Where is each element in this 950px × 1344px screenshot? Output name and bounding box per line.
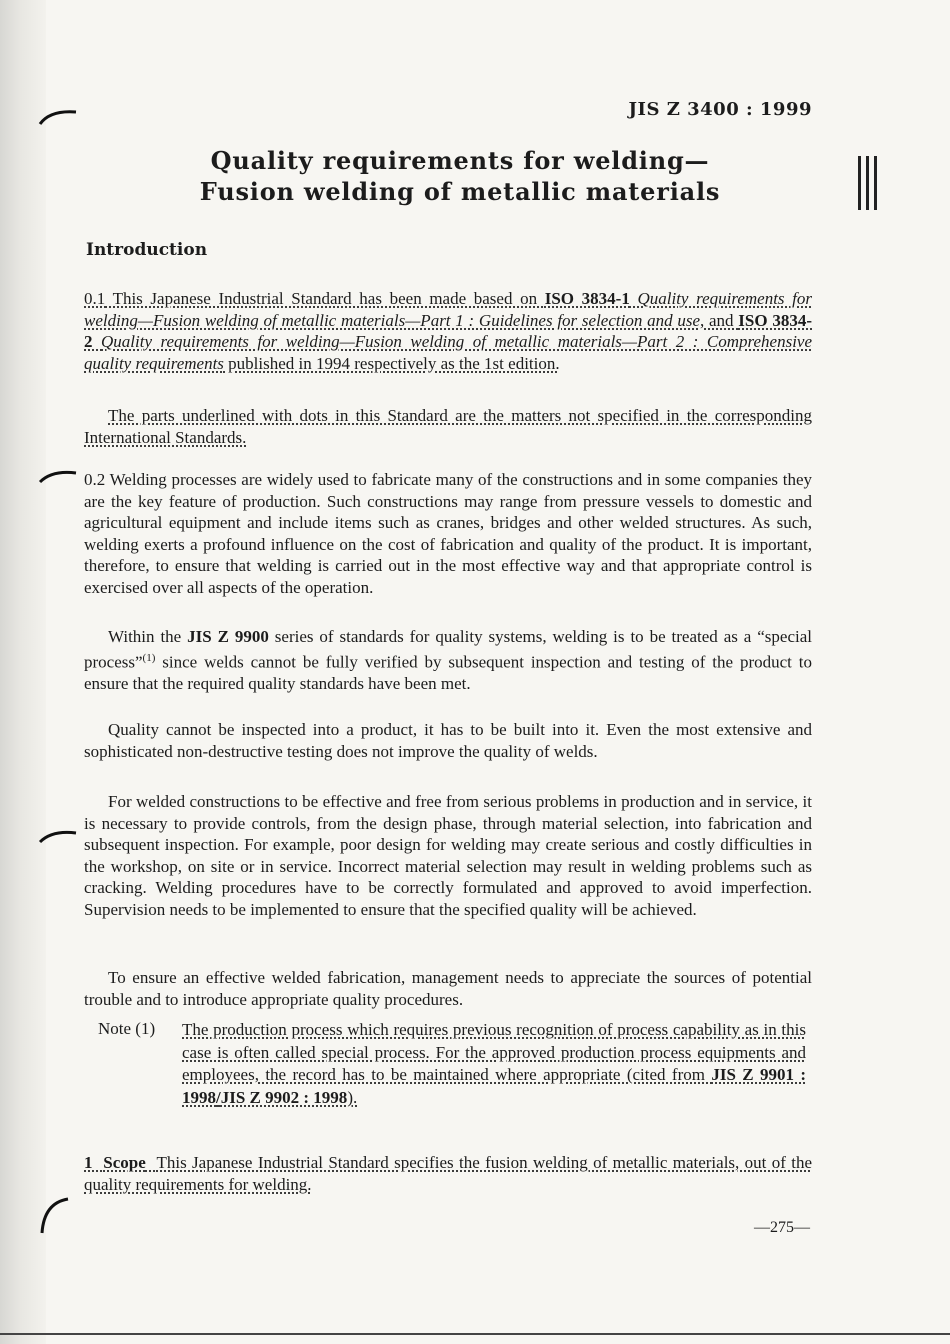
iso-reference: ISO 3834-2: [84, 310, 812, 351]
page-number: —275—: [754, 1219, 810, 1236]
margin-mark: [38, 828, 78, 846]
paragraph-jis-z-9900: Within the JIS Z 9900 series of standards for quality systems, welding is to be treated as a “special process”$^{(1)}$ since welds cannot be fully verified by subsequent inspection and testing of the product to ensure that the required quality standards have been met.: [84, 627, 812, 693]
clause-number: 1: [84, 1153, 93, 1172]
revision-bars: [858, 156, 884, 210]
title-line-2: Fusion welding of metallic materials: [199, 177, 721, 206]
page-bottom-rule: [0, 1333, 950, 1335]
iso-title: Quality requirements for welding—Fusion welding of metallic materials—Part 2 : Comprehensive quality requirements: [84, 332, 813, 373]
title-line-1: Quality requirements for welding—: [210, 146, 710, 175]
paragraph-quality: Quality cannot be inspected into a product, it has to be built into it. Even the most extensive and sophisticated non-destructive testing does not improve the quality of welds.: [84, 720, 812, 761]
jis-reference: JIS Z 9900: [187, 627, 269, 646]
note-body: The production process which requires previous recognition of process capability as in this case is often called special process. For the approved production process equipments and employees, the record has to be maintained where appropriate (cited from JIS Z 9901 : 1998/JIS Z 9902 : 1998).: [182, 1020, 807, 1107]
iso-reference: ISO 3834-1: [544, 289, 630, 308]
margin-mark: [38, 468, 78, 486]
paragraph-0-2: 0.2 Welding processes are widely used to fabricate many of the constructions and in some companies they are the key feature of production. Such constructions may range from pressure vessels to domestic and agricultural equipment and include items such as cranes, bridges and other welded structures. As such, welding exerts a profound influence on the cost of fabrication and quality of the product. It is important, therefore, to ensure that welding is carried out in the most effective way and that appropriate control is exercised over all aspects of the operation.: [84, 470, 812, 597]
introduction-heading: Introduction: [86, 240, 208, 260]
scope-clause: 1 Scope This Japanese Industrial Standard specifies the fusion welding of metallic materials, out of the quality requirements for welding.: [84, 1153, 813, 1194]
paragraph-underline-note: The parts underlined with dots in this Standard are the matters not specified in the corresponding International Standards.: [84, 406, 812, 447]
iso-title: Quality requirements for welding—Fusion welding of metallic materials—Part 1 : Guidelines for selection and use: [84, 289, 813, 330]
jis-reference: JIS Z 9902 : 1998: [220, 1087, 348, 1107]
paragraph-welded-constructions: For welded constructions to be effective and free from serious problems in production and in service, it is necessary to provide controls, from the design phase, through material selection, into fabrication and subsequent inspection. For example, poor design for welding may create serious and costly difficulties in the workshop, on site or in service. Incorrect material selection may result in welding problems such as cracking. Welding procedures have to be correctly formulated and approved to avoid imperfection. Supervision needs to be implemented to ensure that the specified quality will be achieved.: [84, 792, 812, 919]
jis-reference: JIS Z 9901 : 1998: [182, 1065, 807, 1107]
paragraph-0-1: 0.1 This Japanese Industrial Standard has been made based on ISO 3834-1 Quality requirements for welding—Fusion welding of metallic materials—Part 1 : Guidelines for selection and use, and ISO 3834-2 Quality requirements for welding—Fusion welding of metallic materials—Part 2 : Comprehensive quality requirements published in 1994 respectively as the 1st edition.: [84, 289, 813, 373]
paragraph-management: To ensure an effective welded fabrication, management needs to appreciate the sources of potential trouble and to introduce appropriate quality procedures.: [84, 968, 812, 1009]
footnote-ref: (1): [142, 651, 156, 664]
note-label: Note (1): [98, 1019, 156, 1038]
page-binding-edge: [0, 0, 46, 1344]
clause-number: 0.2: [84, 470, 106, 489]
standard-number: JIS Z 3400 : 1999: [628, 99, 812, 120]
margin-mark: [38, 108, 78, 126]
clause-number: 0.1: [84, 289, 106, 308]
scope-heading: Scope: [103, 1153, 146, 1172]
margin-mark: [38, 1195, 78, 1235]
